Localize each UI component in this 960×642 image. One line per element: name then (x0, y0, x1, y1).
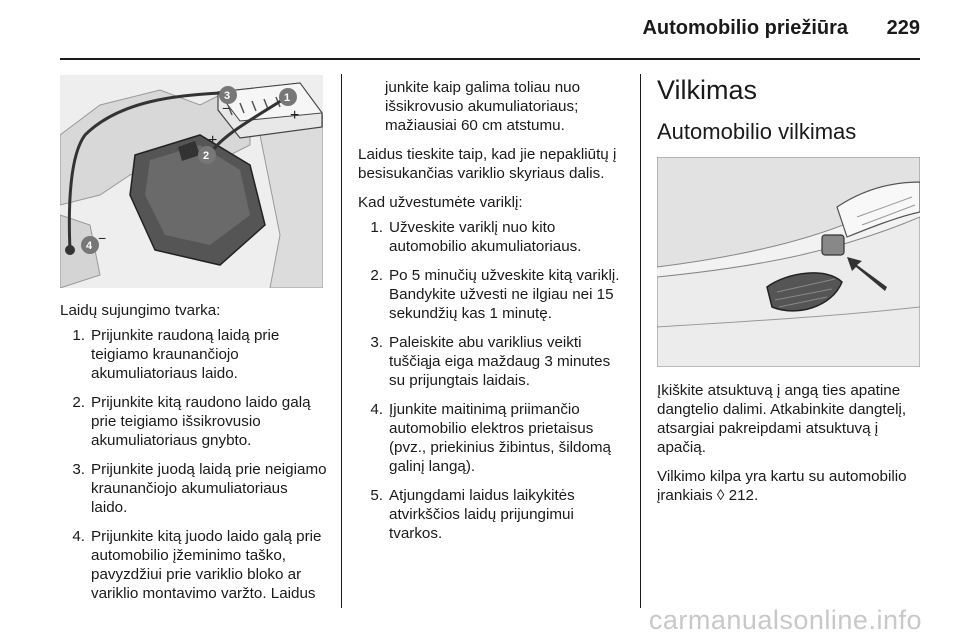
towing-instructions: Įkiškite atsuktuvą į angą ties apatine dangtelio dalimi. Atkabinkite dangtelį, atsargiai pakreipdami atsuktuvą į apačią. (657, 382, 907, 456)
svg-text:+: + (208, 132, 218, 149)
connection-intro: Laidų sujungimo tvarka: (60, 302, 221, 319)
towing-eye-note: Vilkimo kilpa yra kartu su automobilio įrankiais ◊ 212. (657, 468, 907, 504)
page-number: 229 (886, 17, 920, 39)
list-item: 2. Prijunkite kitą raudono laido galą prie teigiamo išsikrovusio akumuliatoriaus gnybto. (72, 394, 311, 449)
list-item: 3. Prijunkite juodą laidą prie neigiamo kraunančiojo akumuliatoriaus laido. (72, 461, 327, 516)
figure-label-4: 4 (86, 240, 93, 252)
start-steps (358, 218, 630, 543)
battery-figure (60, 75, 323, 288)
column-1 (60, 301, 328, 613)
connection-steps (60, 326, 328, 603)
column-divider-1 (341, 74, 342, 608)
figure-label-3: 3 (224, 90, 231, 102)
list-item: 3. Paleiskite abu variklius veikti tuščiąja eiga maždaug 3 minutes su prijungtais laidais. (370, 334, 611, 389)
list-item: 1. Prijunkite raudoną laidą prie teigiamo kraunančiojo akumuliatoriaus laido. (72, 327, 280, 382)
towing-eye-cover-illustration (657, 157, 920, 367)
column-2 (358, 78, 630, 553)
list-item: 4. Prijunkite kitą juodo laido galą prie automobilio įžeminimo taško, pavyzdžiui prie variklio bloko ar variklio montavimo varžto. Laidus (72, 528, 322, 602)
start-intro: Kad užvestumėte variklį: (358, 194, 523, 211)
list-item: 5. Atjungdami laidus laikykitės atvirkščios laidų prijungimui tvarkos. (370, 487, 575, 542)
continuation-text: junkite kaip galima toliau nuo išsikrovusio akumuliatoriaus; mažiausiai 60 cm atstumu. (385, 79, 581, 134)
svg-text:−: − (222, 100, 231, 116)
column-divider-2 (640, 74, 641, 608)
jump-start-illustration (60, 75, 323, 288)
list-item: 2. Po 5 minučių užveskite kitą variklį. Bandykite užvesti ne ilgiau nei 15 sekundžių kas 1 minutę. (370, 267, 620, 322)
svg-text:−: − (98, 230, 107, 246)
header-rule (60, 58, 920, 60)
list-item: 4. Įjunkite maitinimą priimančio automobilio elektros prietaisus (pvz., priekinius žibintus, šildomą galinį langą). (370, 401, 611, 475)
watermark: carmanualsonline.info (648, 605, 922, 635)
section-heading: Vilkimas (657, 75, 758, 105)
cable-routing-note: Laidus tieskite taip, kad jie nepakliūtų į besisukančias variklio skyriaus dalis. (358, 146, 617, 182)
section-subheading: Automobilio vilkimas (657, 119, 857, 144)
figure-label-2: 2 (203, 150, 210, 162)
list-item: 1. Užveskite variklį nuo kito automobilio akumuliatoriaus. (370, 219, 582, 255)
svg-text:+: + (290, 107, 300, 124)
towing-figure (657, 157, 920, 367)
column-3 (657, 75, 923, 515)
page-header-title: Automobilio priežiūra (642, 17, 848, 39)
figure-label-1: 1 (284, 92, 291, 104)
